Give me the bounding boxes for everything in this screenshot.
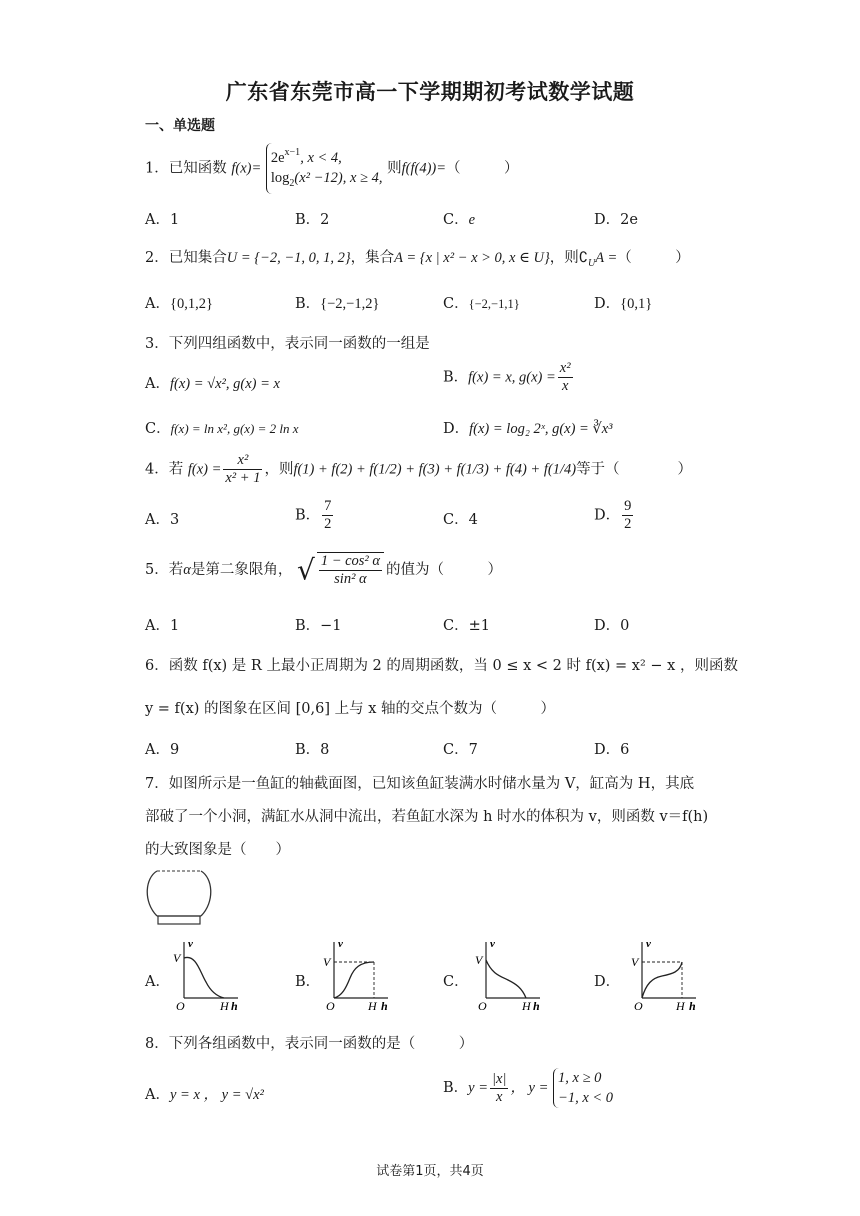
option-b[interactable] <box>295 292 379 313</box>
origin-label: O <box>634 999 643 1013</box>
option-c[interactable] <box>443 738 478 759</box>
option-a[interactable] <box>145 1083 264 1104</box>
curve <box>486 960 526 998</box>
option-b[interactable] <box>295 614 342 635</box>
fraction-numerator: |x| <box>492 1070 507 1087</box>
option-a[interactable] <box>145 738 179 759</box>
option-a[interactable] <box>145 292 213 313</box>
axis-H-label: H <box>676 999 685 1013</box>
fraction-numerator: x² <box>223 452 262 470</box>
option-d[interactable] <box>594 498 635 533</box>
question-text: ，则 <box>549 250 579 266</box>
option-text: e <box>468 212 476 228</box>
question-text: 下列各组函数中，表示同一函数的是（ ） <box>168 1036 474 1052</box>
option-c[interactable] <box>443 508 478 529</box>
option-text: 8 <box>320 742 330 758</box>
curve <box>642 962 682 998</box>
option-label: A． <box>145 296 170 312</box>
piece-2-argument: (x² −12), x ≥ 4, <box>294 170 383 186</box>
option-text: f(x) = ln x², g(x) = 2 ln x <box>170 421 299 436</box>
option-c[interactable] <box>443 292 520 313</box>
option-text: 3 <box>169 512 180 528</box>
piecewise-definition <box>266 143 383 194</box>
option-text: {0,1} <box>620 296 653 312</box>
question-5 <box>145 552 502 588</box>
axis-V-label: V <box>631 955 639 969</box>
option-d[interactable] <box>594 208 638 229</box>
option-label: A． <box>145 376 170 392</box>
page-title: 广东省东莞市高一下学期期初考试数学试题 <box>225 80 635 104</box>
graph-b[interactable] <box>320 938 392 1014</box>
question-text: 已知函数 <box>168 160 227 177</box>
question-1 <box>145 143 519 194</box>
set-a: A = {x | x² − x > 0, x ∈ U} <box>394 250 550 266</box>
option-text: 6 <box>620 742 630 758</box>
option-text: {0,1,2} <box>169 296 213 312</box>
axis-h-label: h <box>381 999 388 1013</box>
option-text: {−2,−1,1} <box>468 297 520 311</box>
option-c[interactable]: C． <box>443 974 469 990</box>
option-label: A． <box>145 512 170 528</box>
option-label: C． <box>443 512 469 528</box>
option-b[interactable] <box>295 208 329 229</box>
axis-H-label: H <box>522 999 531 1013</box>
fraction-denominator: sin² α <box>334 571 367 587</box>
option-text: 1 <box>169 212 180 228</box>
axis-V-label: V <box>475 953 483 967</box>
question-text: 若 <box>168 562 184 578</box>
question-number: 7． <box>145 776 169 792</box>
option-text: 1 <box>169 618 180 634</box>
option-text: f(x) = x, g(x) = <box>468 369 556 386</box>
axis-v-label: v <box>646 938 651 950</box>
curve <box>334 962 374 998</box>
fraction-denominator: 2 <box>624 516 632 532</box>
fraction-numerator: x² <box>559 360 571 376</box>
option-text: 2 <box>320 212 330 228</box>
question-4 <box>145 452 692 487</box>
option-label: A． <box>145 742 170 758</box>
option-text: f(x) = √x², g(x) = x <box>169 376 280 392</box>
question-6-line-1 <box>145 654 738 675</box>
fraction-numerator: 1 − cos² α <box>320 553 381 569</box>
option-label: D． <box>594 507 621 524</box>
fraction <box>490 1071 508 1106</box>
fraction-denominator: 2 <box>324 516 332 532</box>
option-b[interactable]: B． <box>295 974 321 990</box>
option-b[interactable] <box>443 1068 613 1108</box>
question-text: 已知集合 <box>168 250 227 266</box>
axis-h-label: h <box>689 999 696 1013</box>
option-text: 7 <box>468 742 478 758</box>
option-text: 2e <box>620 212 638 228</box>
question-8 <box>145 1032 473 1053</box>
answer-paren: 的值为（ ） <box>386 562 503 578</box>
page-footer: 试卷第1页，共4页 <box>376 1164 484 1179</box>
option-label: C． <box>443 742 469 758</box>
axis-v-label: v <box>490 938 495 950</box>
option-label: B． <box>443 1080 469 1096</box>
question-number: 5． <box>145 562 169 578</box>
fish-tank-diagram <box>143 866 215 928</box>
axis-h-label: h <box>231 999 238 1013</box>
fraction <box>558 360 573 395</box>
graph-a[interactable] <box>170 938 242 1014</box>
sqrt-sign: √ <box>296 553 315 587</box>
option-label: A． <box>145 618 170 634</box>
question-number: 6． <box>145 658 169 674</box>
option-label: C． <box>443 296 469 312</box>
graph-d[interactable] <box>628 938 700 1014</box>
function-label: f(x)= <box>231 160 262 177</box>
fraction-denominator: x <box>496 1088 503 1105</box>
option-b[interactable] <box>295 738 329 759</box>
option-text: f(x) = log₂ 2ˣ, g(x) = ∛x³ <box>469 421 613 437</box>
question-3 <box>145 332 430 353</box>
question-number: 1． <box>145 160 169 177</box>
option-d[interactable] <box>594 738 629 759</box>
origin-label: O <box>478 999 487 1013</box>
question-expression: A = <box>595 250 618 266</box>
option-text: −1 <box>320 618 342 634</box>
piece-2: −1, x < 0 <box>558 1090 614 1106</box>
option-text: 9 <box>169 742 180 758</box>
option-text: y = x ， y = √x² <box>169 1087 264 1103</box>
question-text-then: 则 <box>387 160 402 177</box>
option-label: D． <box>594 618 621 634</box>
option-label: D． <box>594 212 621 228</box>
piece-1: 2e <box>270 150 285 166</box>
question-7-line-3: 的大致图象是（ ） <box>145 842 290 858</box>
option-b[interactable] <box>443 360 575 395</box>
complement-subscript: U <box>587 258 596 269</box>
option-b[interactable] <box>295 498 335 533</box>
answer-paren: 等于（ ） <box>576 461 693 478</box>
option-label: B． <box>295 296 321 312</box>
question-expression: f(f(4))= <box>401 160 447 177</box>
question-text: 如图所示是一鱼缸的轴截面图，已知该鱼缸装满水时储水量为 V，缸高为 H，其底 <box>168 776 695 792</box>
axis-v-label: v <box>188 938 193 950</box>
section-heading: 一、单选题 <box>145 118 215 134</box>
complement-symbol: ∁ <box>578 250 588 266</box>
tank-base <box>158 916 200 924</box>
option-text: 4 <box>468 512 478 528</box>
fraction-numerator: 7 <box>324 498 332 514</box>
question-text: ，集合 <box>350 250 395 266</box>
question-text: 函数 f(x) 是 R 上最小正周期为 2 的周期函数，当 0 ≤ x < 2 时 f(x) = x² − x ，则函数 <box>168 658 738 674</box>
option-label: B． <box>295 618 321 634</box>
origin-label: O <box>176 999 185 1013</box>
piece-1-exponent: x−1 <box>284 147 301 158</box>
option-label: C． <box>145 421 171 437</box>
option-label: C． <box>443 212 469 228</box>
question-text: 是第二象限角， <box>190 562 293 578</box>
piecewise-definition <box>553 1068 613 1108</box>
fraction-denominator: x <box>561 378 569 394</box>
fraction <box>322 498 333 533</box>
option-label: B． <box>295 507 321 524</box>
axis-h-label: h <box>533 999 540 1013</box>
option-a[interactable]: A． <box>145 974 170 990</box>
axis-V-label: V <box>323 955 331 969</box>
option-label: A． <box>145 1087 170 1103</box>
option-c[interactable] <box>145 417 299 438</box>
curve <box>184 957 224 998</box>
question-number: 2． <box>145 250 169 266</box>
graph-c[interactable] <box>472 938 544 1014</box>
question-number: 3． <box>145 336 169 352</box>
sqrt-fraction <box>317 552 384 588</box>
fraction <box>223 452 262 487</box>
question-6-line-2: y = f(x) 的图象在区间 [0,6] 上与 x 轴的交点个数为（ ） <box>145 701 556 717</box>
question-text: 若 <box>168 461 184 478</box>
option-text: {−2,−1,2} <box>320 296 380 312</box>
option-label: D． <box>443 421 470 437</box>
fraction <box>622 498 633 533</box>
option-d[interactable] <box>594 614 629 635</box>
axis-H-label: H <box>368 999 377 1013</box>
option-text: y = <box>468 1080 489 1096</box>
option-d[interactable] <box>443 417 612 438</box>
axis-V-label: V <box>173 951 181 965</box>
fraction-denominator: x² + 1 <box>225 470 261 486</box>
option-a[interactable] <box>145 372 280 393</box>
origin-label: O <box>326 999 335 1013</box>
option-a[interactable] <box>145 208 179 229</box>
question-number: 8． <box>145 1036 169 1052</box>
option-text: 0 <box>620 618 630 634</box>
option-label: A． <box>145 212 170 228</box>
option-label: C． <box>443 618 469 634</box>
question-text: ，则 <box>264 461 294 478</box>
answer-paren: （ ） <box>617 250 690 266</box>
answer-paren: （ ） <box>446 160 519 177</box>
piece-2: log <box>270 170 290 186</box>
axis-H-label: H <box>220 999 229 1013</box>
option-label: B． <box>295 212 321 228</box>
piece-1-condition: , x < 4, <box>300 150 342 166</box>
option-text: ±1 <box>468 618 490 634</box>
fraction-numerator: 9 <box>624 498 632 514</box>
function-label: f(x) = <box>187 461 222 478</box>
log-base: 2 <box>289 178 295 189</box>
option-c[interactable] <box>443 614 490 635</box>
question-text: 下列四组函数中，表示同一函数的一组是 <box>168 336 430 352</box>
tank-wall <box>147 871 211 916</box>
question-expression: f(1) + f(2) + f(1/2) + f(3) + f(1/3) + f(4) + f(1/4) <box>293 461 577 478</box>
alpha-symbol: α <box>183 562 191 578</box>
set-u: U = {−2, −1, 0, 1, 2} <box>226 250 351 266</box>
option-text: ， y = <box>510 1080 549 1096</box>
option-label: D． <box>594 742 621 758</box>
option-label: B． <box>295 742 321 758</box>
question-7-line-1 <box>145 772 694 793</box>
question-number: 4． <box>145 461 169 478</box>
option-a[interactable] <box>145 508 179 529</box>
option-label: B． <box>443 369 469 386</box>
option-d[interactable]: D． <box>594 974 621 990</box>
question-2 <box>145 246 690 269</box>
option-d[interactable] <box>594 292 652 313</box>
option-c[interactable] <box>443 208 475 229</box>
question-7-line-2: 部破了一个小洞，满缸水从洞中流出，若鱼缸水深为 h 时水的体积为 v，则函数 v＝f(h) <box>145 809 709 825</box>
option-a[interactable] <box>145 614 179 635</box>
axis-v-label: v <box>338 938 343 950</box>
option-label: D． <box>594 296 621 312</box>
piece-1: 1, x ≥ 0 <box>558 1070 602 1086</box>
